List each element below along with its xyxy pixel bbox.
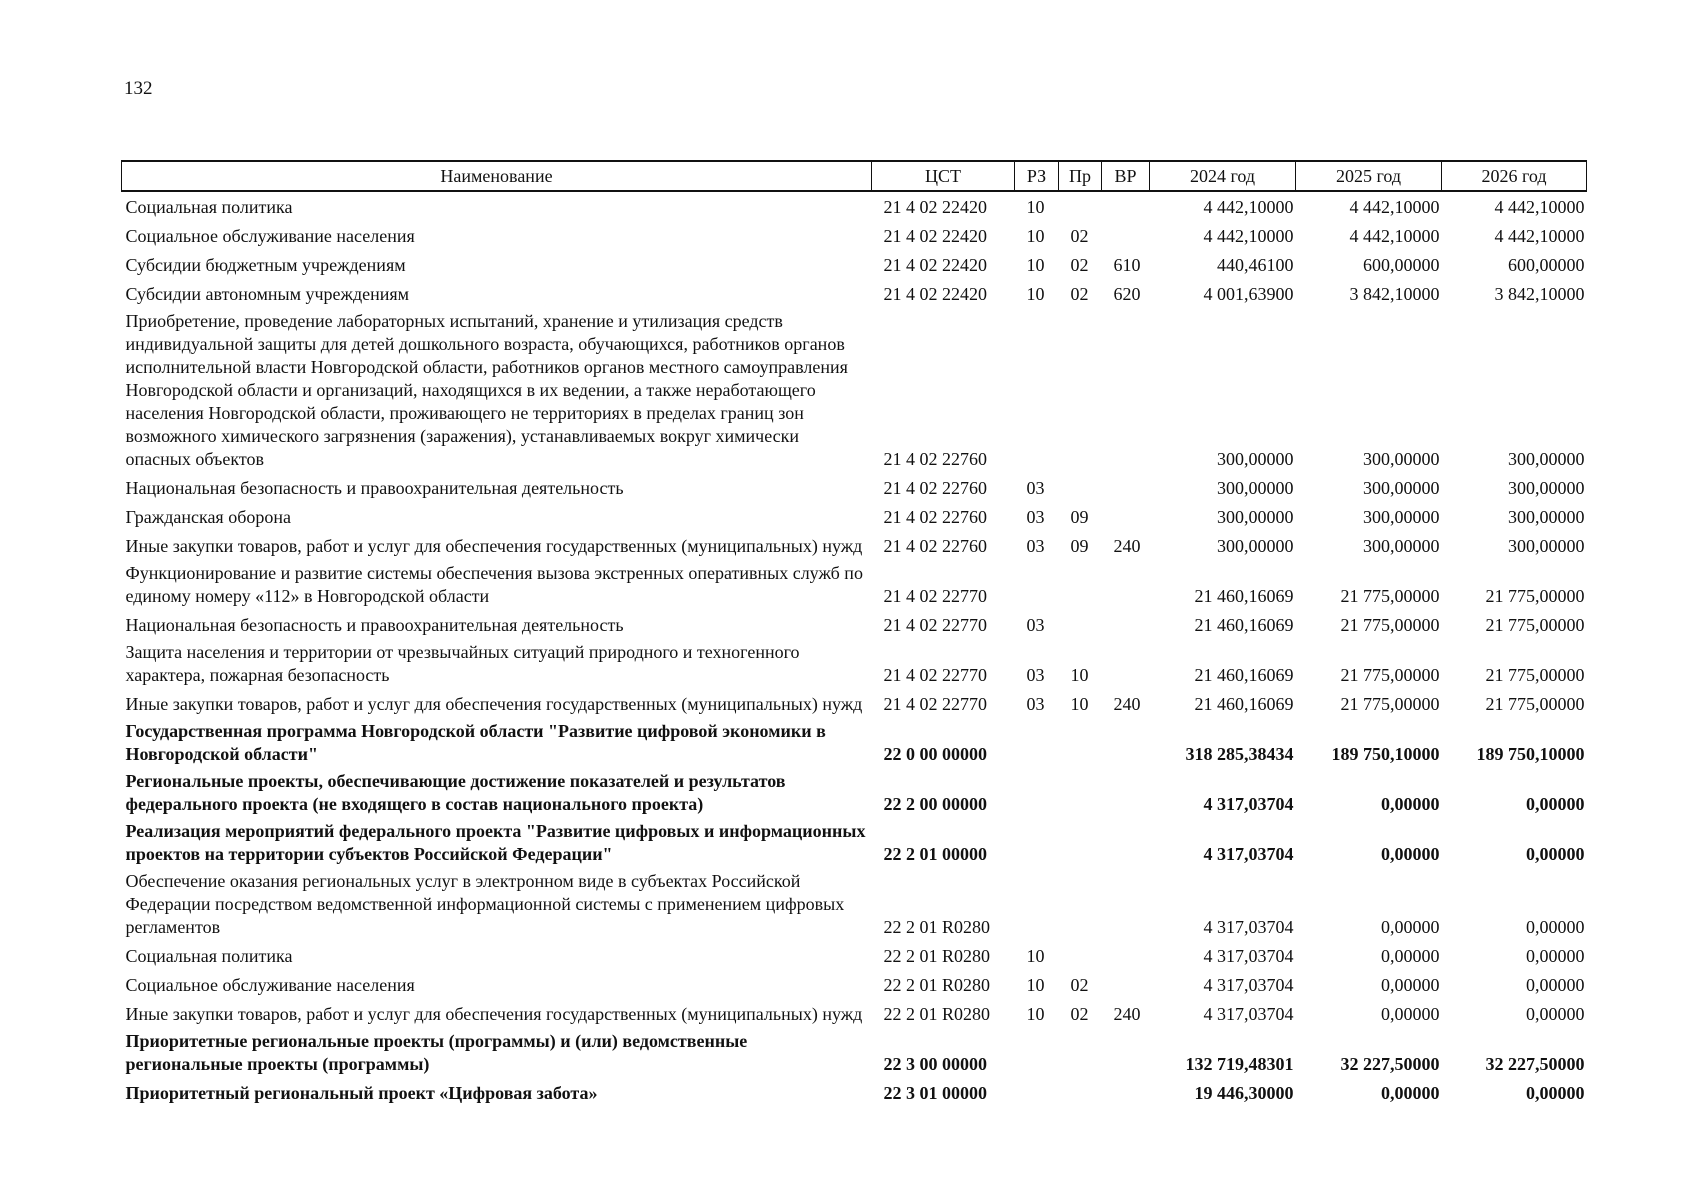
row-cst: 22 2 01 R0280 [883,975,991,995]
row-name: Национальная безопасность и правоохранительная деятельность [125,615,624,635]
row-rz: 03 [1026,615,1045,635]
row-2026: 0,00000 [1526,844,1585,864]
row-2025: 189 750,10000 [1331,744,1440,764]
row-name: Региональные проекты, обеспечивающие достижение показателей и результатов федерального проекта (не входящего в состав национального проекта) [125,771,786,814]
row-name: Государственная программа Новгородской области "Развитие цифровой экономики в Новгородской области" [125,721,826,764]
table-row [122,970,1587,999]
row-cst: 22 2 01 00000 [883,844,987,864]
row-2024: 21 460,16069 [1194,694,1294,714]
row-cst: 22 2 00 00000 [883,794,987,814]
row-2024: 300,00000 [1217,449,1294,469]
row-cst: 22 3 00 00000 [883,1054,987,1074]
row-pr [1059,868,1102,941]
page-number: 132 [124,78,153,99]
row-2026: 4 442,10000 [1494,197,1585,217]
row-rz: 10 [1026,226,1045,246]
row-2025: 0,00000 [1381,794,1440,814]
row-name: Приоритетный региональный проект «Цифровая забота» [125,1083,598,1103]
row-2024: 300,00000 [1217,536,1294,556]
row-2025: 300,00000 [1363,507,1440,527]
row-2025: 32 227,50000 [1340,1054,1440,1074]
table-row [122,768,1587,818]
row-2024: 4 317,03704 [1203,946,1294,966]
row-2024: 4 317,03704 [1203,844,1294,864]
row-2024: 4 442,10000 [1203,197,1294,217]
col-header-rz: РЗ [1015,161,1059,191]
row-rz: 10 [1026,946,1045,966]
row-vr [1102,868,1150,941]
row-vr: 240 [1113,1004,1141,1024]
row-2024: 21 460,16069 [1194,586,1294,606]
row-cst: 21 4 02 22420 [883,284,987,304]
table-row [122,279,1587,308]
row-cst: 21 4 02 22770 [883,586,987,606]
row-2024: 4 317,03704 [1203,1004,1294,1024]
table-row [122,560,1587,610]
row-2026: 0,00000 [1526,1083,1585,1103]
table-row [122,250,1587,279]
row-name: Приобретение, проведение лабораторных испытаний, хранение и утилизация средств индивидуальной защиты для детей дошкольного возраста, обучающихся, работников органов исполнительной власти Новгородской области, работников органов местного самоуправления Новгородской области и организаций, находящихся в их ведении, а также неработающего населения Новгородской области, проживающего не территориях в пределах границ зон возможного химического загрязнения (заражения), устанавливаемых вокруг химически опасных объектов [125,311,848,469]
row-2026: 21 775,00000 [1485,694,1585,714]
col-header-2025: 2025 год [1296,161,1442,191]
row-vr [1102,308,1150,473]
row-2025: 3 842,10000 [1349,284,1440,304]
row-2025: 300,00000 [1363,536,1440,556]
row-pr [1059,1078,1102,1107]
row-pr [1059,768,1102,818]
row-rz [1015,560,1059,610]
row-2026: 4 442,10000 [1494,226,1585,246]
row-name: Гражданская оборона [125,507,291,527]
row-2026: 300,00000 [1508,449,1585,469]
row-pr [1059,818,1102,868]
row-2024: 4 001,63900 [1203,284,1294,304]
row-name: Защита населения и территории от чрезвычайных ситуаций природного и техногенного характера, пожарная безопасность [125,642,800,685]
row-rz: 10 [1026,1004,1045,1024]
row-2026: 0,00000 [1526,975,1585,995]
row-cst: 21 4 02 22420 [883,197,987,217]
table-row [122,639,1587,689]
col-header-name: Наименование [122,161,872,191]
row-rz: 10 [1026,197,1045,217]
row-2024: 21 460,16069 [1194,615,1294,635]
row-vr [1102,639,1150,689]
row-vr [1102,221,1150,250]
row-name: Иные закупки товаров, работ и услуг для обеспечения государственных (муниципальных) нужд [125,1004,863,1024]
row-pr: 02 [1070,284,1089,304]
row-cst: 21 4 02 22760 [883,536,987,556]
row-2025: 21 775,00000 [1340,586,1440,606]
row-2025: 300,00000 [1363,478,1440,498]
row-pr [1059,1028,1102,1078]
table-row [122,718,1587,768]
table-row [122,610,1587,639]
row-pr: 02 [1070,975,1089,995]
row-pr [1059,718,1102,768]
row-2024: 318 285,38434 [1185,744,1294,764]
row-pr: 02 [1070,1004,1089,1024]
row-rz: 10 [1026,284,1045,304]
row-pr: 10 [1070,694,1089,714]
row-cst: 22 2 01 R0280 [883,1004,991,1024]
row-rz: 03 [1026,478,1045,498]
row-vr [1102,768,1150,818]
row-rz [1015,718,1059,768]
row-pr: 09 [1070,507,1089,527]
row-cst: 21 4 02 22760 [883,478,987,498]
row-2025: 0,00000 [1381,946,1440,966]
row-2024: 300,00000 [1217,478,1294,498]
row-pr: 09 [1070,536,1089,556]
table-row [122,868,1587,941]
row-vr: 620 [1113,284,1141,304]
budget-table [121,160,1587,1107]
row-2024: 21 460,16069 [1194,665,1294,685]
row-2026: 0,00000 [1526,794,1585,814]
row-cst: 21 4 02 22760 [883,507,987,527]
row-vr [1102,473,1150,502]
row-2025: 21 775,00000 [1340,665,1440,685]
row-cst: 21 4 02 22420 [883,255,987,275]
row-2026: 300,00000 [1508,536,1585,556]
row-cst: 21 4 02 22770 [883,694,987,714]
row-vr: 240 [1113,694,1141,714]
row-name: Субсидии бюджетным учреждениям [125,255,406,275]
table-row [122,308,1587,473]
row-pr: 02 [1070,255,1089,275]
row-cst: 22 2 01 R0280 [883,946,991,966]
row-rz [1015,868,1059,941]
row-2026: 189 750,10000 [1476,744,1585,764]
table-row [122,221,1587,250]
row-2024: 4 317,03704 [1203,794,1294,814]
row-rz [1015,768,1059,818]
row-cst: 22 2 01 R0280 [883,917,991,937]
row-2026: 300,00000 [1508,507,1585,527]
col-header-2026: 2026 год [1442,161,1587,191]
row-rz: 03 [1026,694,1045,714]
row-2024: 19 446,30000 [1194,1083,1294,1103]
row-2026: 0,00000 [1526,946,1585,966]
row-2025: 0,00000 [1381,975,1440,995]
row-2024: 4 442,10000 [1203,226,1294,246]
row-cst: 21 4 02 22770 [883,665,987,685]
row-vr [1102,818,1150,868]
row-2025: 300,00000 [1363,449,1440,469]
row-cst: 22 0 00 00000 [883,744,987,764]
table-row [122,502,1587,531]
table-row [122,1078,1587,1107]
row-2024: 4 317,03704 [1203,917,1294,937]
table-row [122,191,1587,221]
row-vr [1102,718,1150,768]
row-2026: 300,00000 [1508,478,1585,498]
row-cst: 21 4 02 22770 [883,615,987,635]
row-vr [1102,1078,1150,1107]
table-header-row [122,161,1587,191]
row-pr: 10 [1070,665,1089,685]
row-2025: 0,00000 [1381,1083,1440,1103]
row-2025: 0,00000 [1381,917,1440,937]
row-2025: 21 775,00000 [1340,615,1440,635]
row-vr [1102,610,1150,639]
row-pr: 02 [1070,226,1089,246]
row-vr [1102,941,1150,970]
row-name: Реализация мероприятий федерального проекта "Развитие цифровых и информационных проектов на территории субъектов Российской Федерации" [125,821,866,864]
col-header-2024: 2024 год [1150,161,1296,191]
row-name: Приоритетные региональные проекты (программы) и (или) ведомственные региональные проекты (программы) [125,1031,748,1074]
row-2026: 21 775,00000 [1485,586,1585,606]
table-row [122,999,1587,1028]
row-vr [1102,560,1150,610]
row-2025: 4 442,10000 [1349,197,1440,217]
row-vr: 240 [1113,536,1141,556]
row-2025: 600,00000 [1363,255,1440,275]
row-name: Иные закупки товаров, работ и услуг для обеспечения государственных (муниципальных) нужд [125,694,863,714]
table-row [122,941,1587,970]
row-2025: 0,00000 [1381,1004,1440,1024]
row-name: Социальная политика [125,197,293,217]
row-name: Социальное обслуживание населения [125,975,415,995]
row-2025: 4 442,10000 [1349,226,1440,246]
row-2026: 21 775,00000 [1485,665,1585,685]
row-pr [1059,560,1102,610]
row-2026: 600,00000 [1508,255,1585,275]
col-header-vr: ВР [1102,161,1150,191]
row-2025: 21 775,00000 [1340,694,1440,714]
row-rz [1015,308,1059,473]
row-2024: 4 317,03704 [1203,975,1294,995]
row-rz: 03 [1026,536,1045,556]
col-header-cst: ЦСТ [872,161,1015,191]
table-row [122,689,1587,718]
row-rz: 10 [1026,255,1045,275]
row-vr [1102,1028,1150,1078]
row-rz: 10 [1026,975,1045,995]
row-pr [1059,308,1102,473]
row-rz [1015,1078,1059,1107]
row-cst: 21 4 02 22420 [883,226,987,246]
row-pr [1059,191,1102,221]
table-row [122,531,1587,560]
row-2026: 3 842,10000 [1494,284,1585,304]
row-pr [1059,473,1102,502]
row-name: Социальное обслуживание населения [125,226,415,246]
row-vr [1102,970,1150,999]
row-vr [1102,502,1150,531]
row-name: Социальная политика [125,946,293,966]
table-row [122,473,1587,502]
table-row [122,818,1587,868]
row-2026: 21 775,00000 [1485,615,1585,635]
col-header-pr: Пр [1059,161,1102,191]
row-2024: 440,46100 [1217,255,1294,275]
row-name: Иные закупки товаров, работ и услуг для обеспечения государственных (муниципальных) нужд [125,536,863,556]
row-2026: 0,00000 [1526,917,1585,937]
row-cst: 21 4 02 22760 [883,449,987,469]
row-2026: 32 227,50000 [1485,1054,1585,1074]
row-rz: 03 [1026,665,1045,685]
row-pr [1059,610,1102,639]
row-2026: 0,00000 [1526,1004,1585,1024]
row-2024: 132 719,48301 [1185,1054,1294,1074]
row-name: Национальная безопасность и правоохранительная деятельность [125,478,624,498]
row-cst: 22 3 01 00000 [883,1083,987,1103]
row-2025: 0,00000 [1381,844,1440,864]
table-row [122,1028,1587,1078]
row-name: Функционирование и развитие системы обеспечения вызова экстренных оперативных служб по единому номеру «112» в Новгородской области [125,563,863,606]
row-rz [1015,818,1059,868]
row-rz [1015,1028,1059,1078]
row-name: Субсидии автономным учреждениям [125,284,410,304]
row-rz: 03 [1026,507,1045,527]
row-pr [1059,941,1102,970]
row-vr [1102,191,1150,221]
row-name: Обеспечение оказания региональных услуг в электронном виде в субъектах Российской Федерации посредством ведомственной информационной системы с применением цифровых регламентов [125,871,845,937]
row-2024: 300,00000 [1217,507,1294,527]
row-vr: 610 [1113,255,1141,275]
